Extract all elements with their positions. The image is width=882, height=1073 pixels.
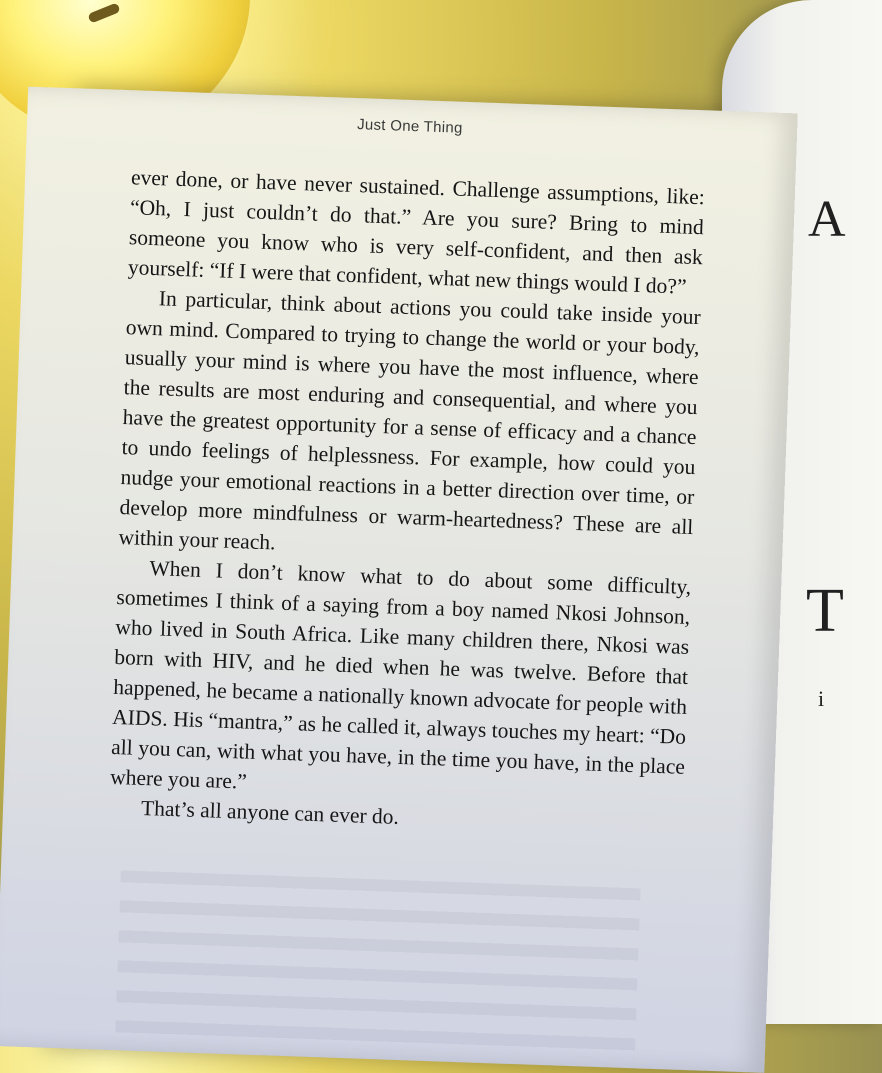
show-through-text [115, 870, 641, 1068]
page-body [109, 162, 706, 842]
lamp-slot [87, 2, 120, 23]
book-page [0, 87, 798, 1073]
right-page-letter-t: T [806, 577, 844, 645]
right-page-letter-a: A [808, 191, 846, 248]
running-header: Just One Thing [356, 116, 463, 137]
paragraph-4: That’s all anyone can ever do. [140, 795, 400, 829]
paragraph-2: In particular, think about actions you could take inside your own mind. Compared to trying to change the world or your body, usually your mind is where you have the most influence, where the results are most enduring and consequential, and where you have the greatest opportunity for a sense of efficacy and a chance to undo feelings of helplessness. For example, how could you nudge your emotional reactions in a better direction over time, or develop more mindfulness or warm-heartedness? These are all within your reach. [118, 286, 702, 555]
paragraph-3: When I don’t know what to do about some difficulty, sometimes I think of a saying from a boy named Nkosi Johnson, who lived in South Africa. Like many children there, Nkosi was born with HIV, and he died when he was twelve. Before that happened, he became a nationally known advocate for people with AIDS. His “mantra,” as he called it, always touches my heart: “Do all you can, with what you have, in the time you have, in the place where you are.” [109, 556, 692, 794]
paragraph-1: ever done, or have never sustained. Challenge assumptions, like: “Oh, I just couldn’t do that.” Are you sure? Bring to mind someone you know who is very self-confident, and then ask yourself: “If I were that confident, what new things would I do?” [127, 165, 706, 299]
right-page-letter-i: i [818, 686, 825, 711]
